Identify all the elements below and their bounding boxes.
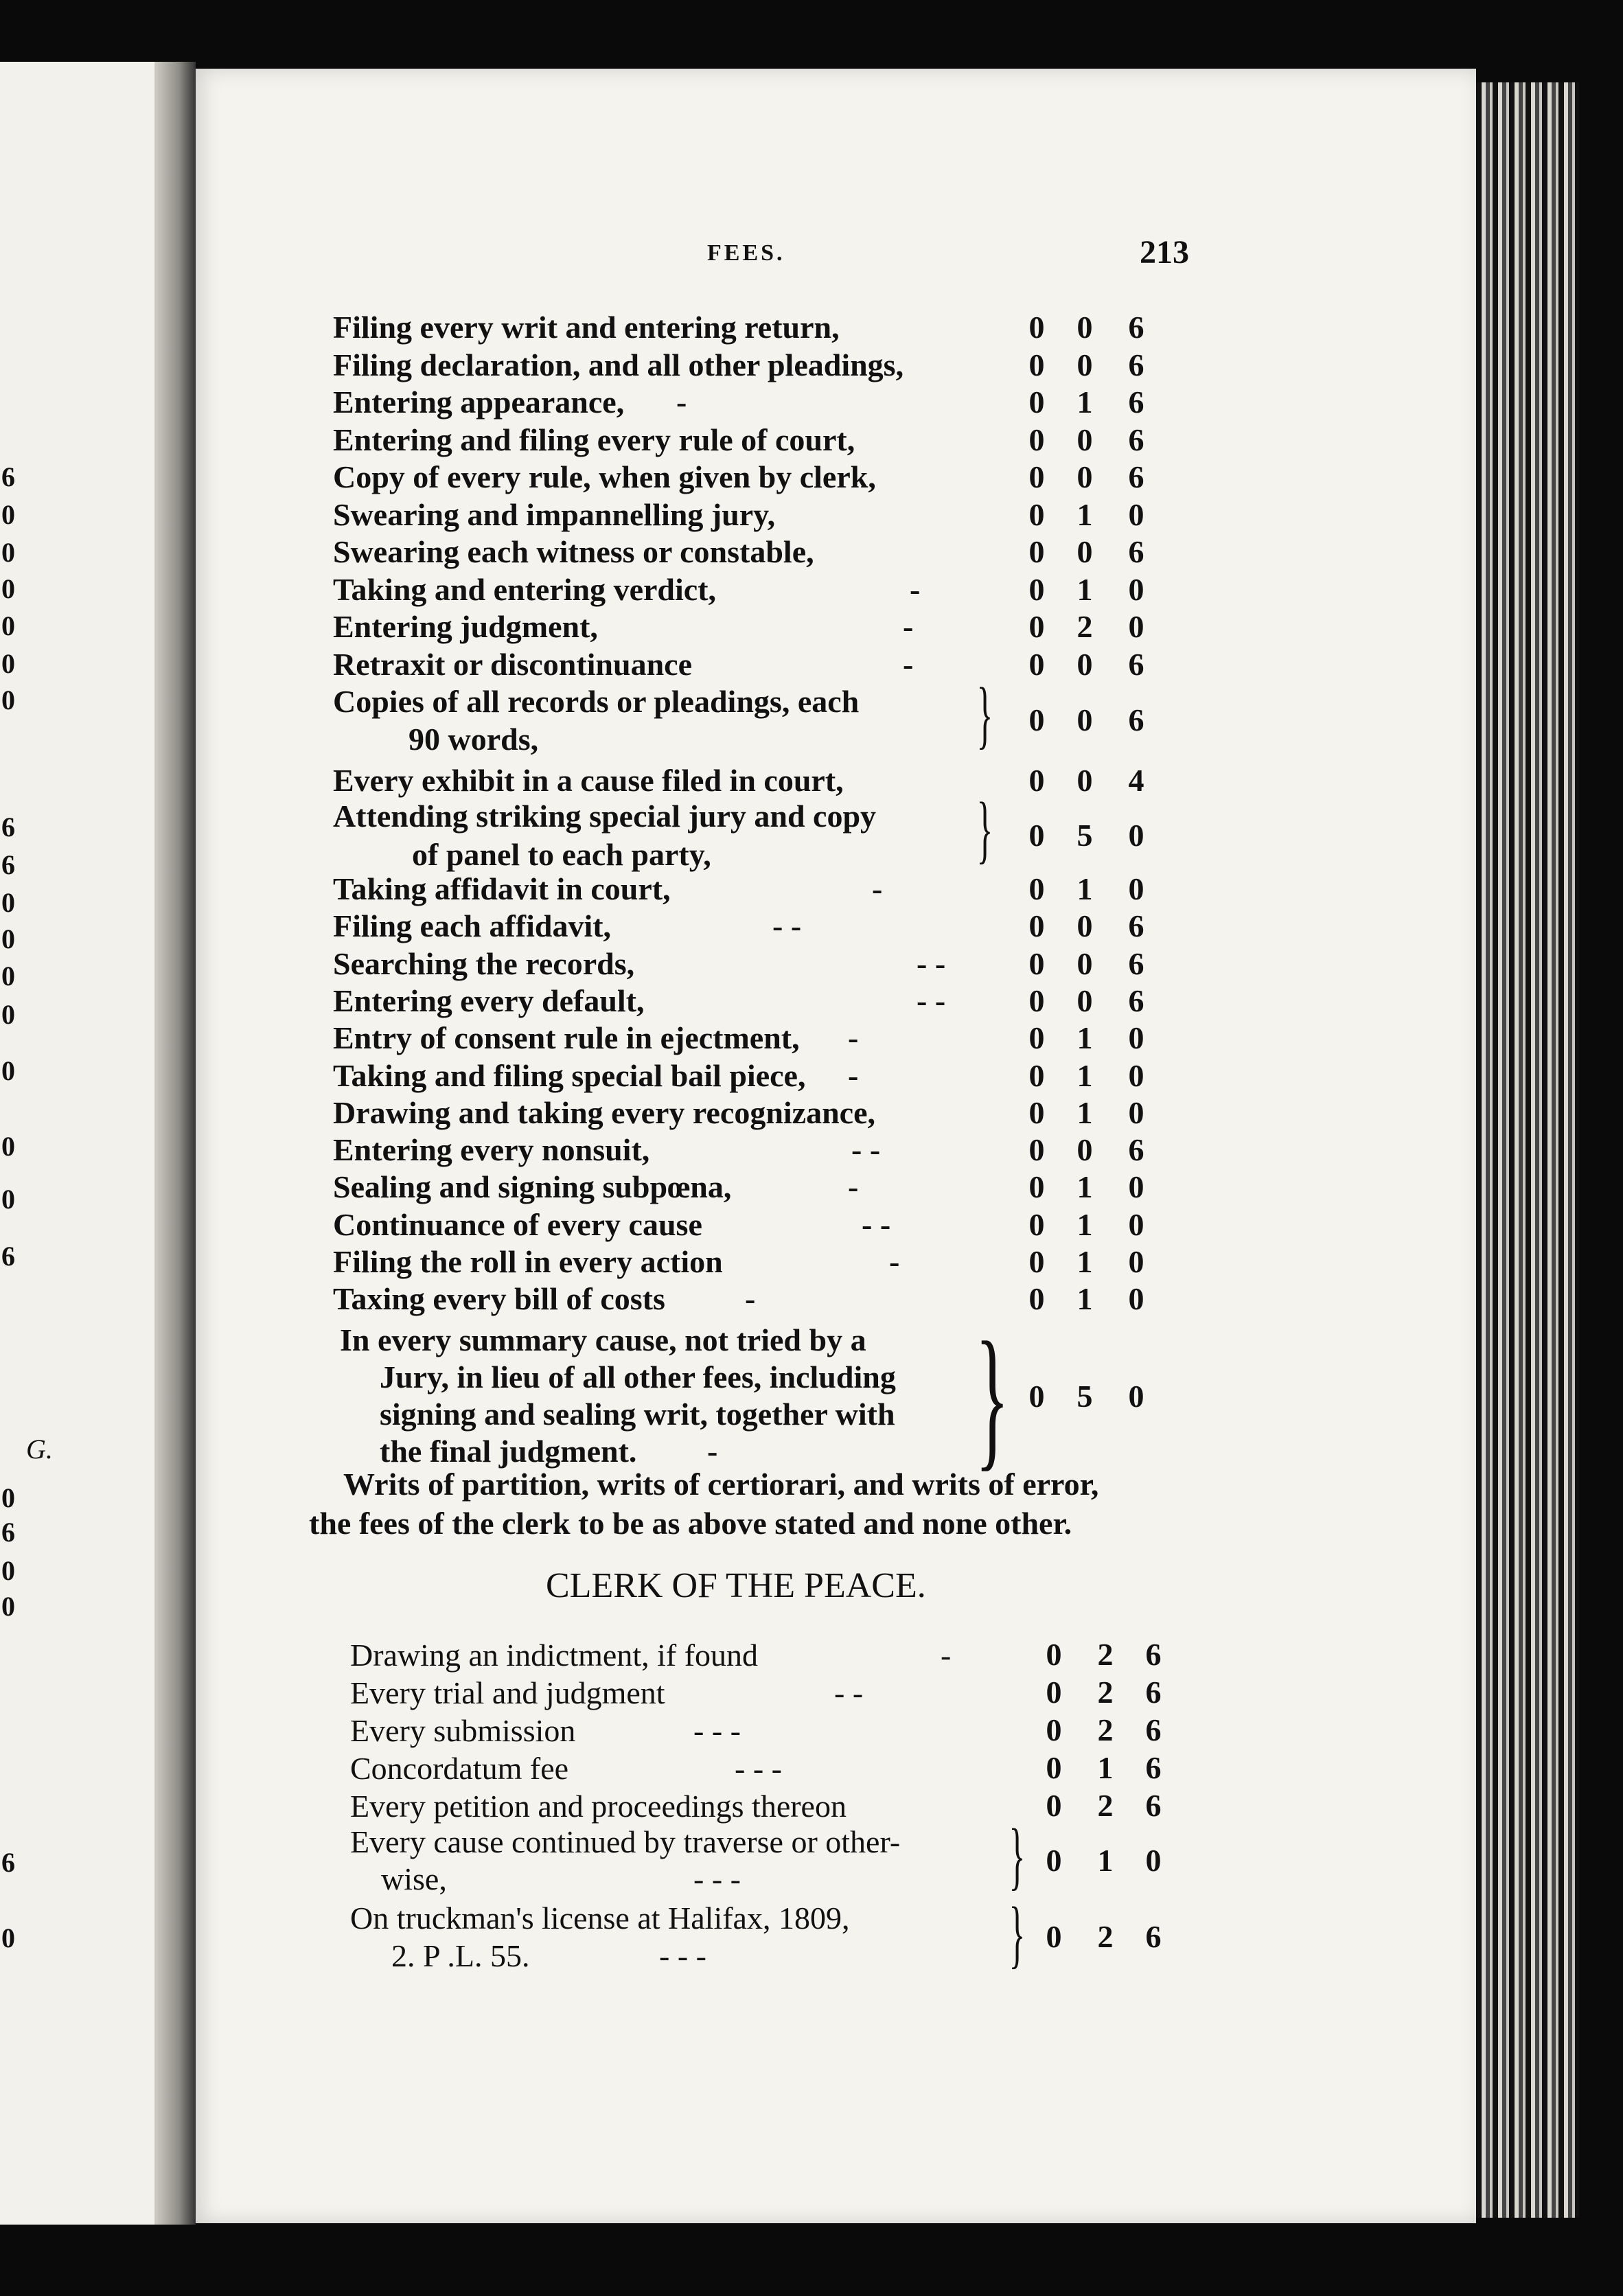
clerk-item-row — [350, 1636, 1215, 1675]
fee-item-shillings: 1 — [1077, 1244, 1093, 1279]
fee-item-pence: 0 — [1128, 1206, 1144, 1242]
fee-item-dash: - - — [862, 1206, 891, 1242]
exhibit-shillings: 0 — [1077, 763, 1093, 798]
fee-item-pence: 0 — [1128, 1244, 1144, 1279]
fee-item-pence: 6 — [1128, 908, 1144, 944]
fee-item-pence: 0 — [1128, 1020, 1144, 1056]
fee-item-shillings: 1 — [1077, 571, 1093, 607]
clerk-item-dash: - - - — [735, 1751, 782, 1786]
fee-item-label: Swearing each witness or constable, — [333, 534, 814, 569]
left-margin-digit: 0 — [1, 1922, 15, 1953]
jury-line-2: of panel to each party, — [412, 837, 711, 872]
summary-line-2: Jury, in lieu of all other fees, including — [380, 1359, 896, 1394]
fee-item-pence: 6 — [1128, 384, 1144, 420]
fee-item-dash: - — [889, 1244, 900, 1279]
left-facing-page — [0, 62, 154, 2225]
copies-line-2: 90 words, — [408, 722, 539, 757]
fee-item-pence: 0 — [1128, 1169, 1144, 1205]
fee-item-label: Entering and filing every rule of court, — [333, 422, 855, 457]
jury-shillings: 5 — [1077, 818, 1093, 853]
fee-item-dash: - — [848, 1020, 859, 1056]
clerk-item-pounds: 0 — [1046, 1712, 1062, 1747]
truckman-line-2: 2. P .L. 55. — [391, 1938, 530, 1973]
fee-item-pence: 0 — [1128, 609, 1144, 644]
left-margin-digit: 0 — [1, 887, 15, 918]
fee-item-pence: 0 — [1128, 1057, 1144, 1093]
left-margin-digit: 6 — [1, 1517, 15, 1548]
fee-item-pounds: 0 — [1028, 1169, 1045, 1205]
fee-item-shillings: 0 — [1077, 459, 1093, 494]
fee-item-shillings: 0 — [1077, 945, 1093, 981]
clerk-item-shillings: 2 — [1097, 1788, 1114, 1823]
fee-item-pounds: 0 — [1028, 422, 1045, 457]
fee-item-dash: - — [848, 1057, 859, 1093]
fee-item-label: Filing declaration, and all other pleadings, — [333, 347, 904, 382]
left-margin-digit: 0 — [1, 610, 15, 641]
fee-item-pounds: 0 — [1028, 459, 1045, 494]
page-edges — [1476, 82, 1579, 2218]
clerk-item-row — [350, 1674, 1215, 1712]
cause-pounds: 0 — [1046, 1843, 1062, 1878]
clerk-item-label: Every petition and proceedings thereon — [350, 1789, 847, 1824]
page-number: 213 — [1140, 234, 1189, 271]
cause-line-2: wise, — [381, 1861, 447, 1896]
left-page-letter: G. — [26, 1434, 53, 1465]
fee-item-pence: 0 — [1128, 1094, 1144, 1130]
fee-item-shillings: 1 — [1077, 496, 1093, 532]
fee-item-pounds: 0 — [1028, 871, 1045, 906]
left-margin-digit: 0 — [1, 1482, 15, 1513]
copies-pence: 6 — [1128, 702, 1144, 737]
fee-item-shillings: 1 — [1077, 1206, 1093, 1242]
clerk-item-dash: - — [941, 1638, 952, 1673]
summary-pence: 0 — [1128, 1379, 1144, 1414]
left-margin-digit: 0 — [1, 1555, 15, 1586]
fee-item-label: Entering judgment, — [333, 609, 598, 644]
fee-item-dash: - — [745, 1281, 756, 1317]
fee-item-shillings: 1 — [1077, 1281, 1093, 1317]
left-margin-digit: 0 — [1, 499, 15, 530]
fee-item-label: Entry of consent rule in ejectment, — [333, 1020, 800, 1056]
clerk-item-shillings: 1 — [1097, 1750, 1114, 1785]
left-margin-digit: 0 — [1, 1055, 15, 1086]
fee-item-label: Retraxit or discontinuance — [333, 646, 693, 682]
left-margin-digit: 6 — [1, 1847, 15, 1878]
fee-item-shillings: 0 — [1077, 534, 1093, 569]
fee-item-pence: 0 — [1128, 871, 1144, 906]
fee-item-pounds: 0 — [1028, 384, 1045, 420]
clerk-item-label: Every submission — [350, 1713, 576, 1748]
copies-shillings: 0 — [1077, 702, 1093, 737]
fee-item-pence: 6 — [1128, 646, 1144, 682]
fee-item-shillings: 1 — [1077, 384, 1093, 420]
left-margin-digit: 0 — [1, 648, 15, 679]
fee-item-pence: 6 — [1128, 945, 1144, 981]
fee-item-pounds: 0 — [1028, 571, 1045, 607]
fee-item-pounds: 0 — [1028, 908, 1045, 944]
fee-item-pence: 6 — [1128, 422, 1144, 457]
fee-item-shillings: 1 — [1077, 1169, 1093, 1205]
fee-item-pounds: 0 — [1028, 646, 1045, 682]
truckman-dash: - - - — [659, 1938, 706, 1973]
brace: } — [975, 1309, 1010, 1484]
clerk-item-row — [350, 1712, 1215, 1750]
fee-item-dash: - — [676, 384, 687, 420]
fee-item-shillings: 1 — [1077, 1020, 1093, 1056]
fee-item-shillings: 0 — [1077, 1132, 1093, 1168]
fee-item-shillings: 2 — [1077, 609, 1093, 644]
clerk-item-shillings: 2 — [1097, 1712, 1114, 1747]
fee-item-pounds: 0 — [1028, 945, 1045, 981]
clerk-item-dash: - - - — [693, 1713, 741, 1748]
left-margin-digit: 6 — [1, 812, 15, 842]
brace: } — [1009, 1892, 1026, 1975]
left-margin-digit: 6 — [1, 849, 15, 880]
fee-item-dash: - — [910, 571, 921, 607]
clerk-item-row — [350, 1787, 1215, 1826]
fee-item-label: Sealing and signing subpœna, — [333, 1169, 732, 1205]
fee-item-pounds: 0 — [1028, 310, 1045, 345]
exhibit-pounds: 0 — [1028, 763, 1045, 798]
truckman-pence: 6 — [1145, 1919, 1162, 1954]
fee-item-pounds: 0 — [1028, 347, 1045, 382]
fee-item-label: Entering appearance, — [333, 384, 625, 420]
fee-item-label: Filing every writ and entering return, — [333, 310, 840, 345]
summary-shillings: 5 — [1077, 1379, 1093, 1414]
clerk-item-pence: 6 — [1145, 1637, 1162, 1672]
fee-item-pounds: 0 — [1028, 534, 1045, 569]
clerk-item-shillings: 2 — [1097, 1675, 1114, 1710]
fee-item-pounds: 0 — [1028, 1244, 1045, 1279]
fee-item-pounds: 0 — [1028, 1057, 1045, 1093]
fee-item-pence: 0 — [1128, 1281, 1144, 1317]
fee-item-shillings: 0 — [1077, 310, 1093, 345]
jury-pence: 0 — [1128, 818, 1144, 853]
fee-item-label: Filing the roll in every action — [333, 1244, 723, 1279]
fee-item-pounds: 0 — [1028, 1281, 1045, 1317]
fee-item-shillings: 0 — [1077, 983, 1093, 1018]
fee-item-dash: - - — [917, 983, 946, 1018]
fee-item-pence: 6 — [1128, 459, 1144, 494]
brace: } — [1009, 1813, 1026, 1897]
fee-item-label: Entering every default, — [333, 983, 645, 1018]
fee-item-label: Taxing every bill of costs — [333, 1281, 665, 1317]
fee-item-label: Swearing and impannelling jury, — [333, 496, 776, 532]
cause-pence: 0 — [1145, 1843, 1162, 1878]
left-margin-digit: 0 — [1, 1131, 15, 1162]
fee-item-dash: - - — [772, 908, 802, 944]
clerk-item-label: Concordatum fee — [350, 1751, 569, 1786]
partition-text-line-1: Writs of partition, writs of certiorari, and writs of error, — [343, 1467, 1099, 1502]
fee-item-pence: 6 — [1128, 310, 1144, 345]
cause-dash: - - - — [693, 1861, 741, 1896]
running-head: FEES. — [707, 240, 785, 266]
fee-item-shillings: 1 — [1077, 871, 1093, 906]
fee-item-shillings: 0 — [1077, 646, 1093, 682]
copies-pounds: 0 — [1028, 702, 1045, 737]
clerk-item-pounds: 0 — [1046, 1750, 1062, 1785]
left-margin-digit: 6 — [1, 1241, 15, 1272]
fee-item-pence: 6 — [1128, 534, 1144, 569]
cause-shillings: 1 — [1097, 1843, 1114, 1878]
fee-item-dash: - — [903, 646, 914, 682]
summary-line-4: the final judgment. — [380, 1434, 637, 1469]
left-margin-digit: 0 — [1, 685, 15, 715]
brace: } — [976, 672, 993, 756]
fee-item-label: Filing each affidavit, — [333, 908, 612, 944]
left-margin-digit: 0 — [1, 923, 15, 954]
fee-item-label: Continuance of every cause — [333, 1206, 702, 1242]
clerk-item-dash: - - — [834, 1675, 864, 1710]
summary-dash: - — [707, 1434, 718, 1469]
fee-item-label: Searching the records, — [333, 945, 635, 981]
fee-item-label: Drawing and taking every recognizance, — [333, 1094, 876, 1130]
fee-item-shillings: 0 — [1077, 908, 1093, 944]
clerk-item-pounds: 0 — [1046, 1675, 1062, 1710]
book-gutter — [154, 62, 196, 2225]
summary-line-3: signing and sealing writ, together with — [380, 1397, 895, 1432]
fee-item-pounds: 0 — [1028, 1206, 1045, 1242]
fee-item-pounds: 0 — [1028, 1132, 1045, 1168]
clerk-of-the-peace-heading: CLERK OF THE PEACE. — [546, 1566, 926, 1605]
truckman-shillings: 2 — [1097, 1919, 1114, 1954]
truckman-line-1: On truckman's license at Halifax, 1809, — [350, 1901, 850, 1936]
jury-line-1: Attending striking special jury and copy — [333, 799, 877, 834]
fee-item-pence: 6 — [1128, 347, 1144, 382]
left-margin-digit: 0 — [1, 573, 15, 604]
fee-item-label: Taking and entering verdict, — [333, 571, 717, 607]
fee-item-pounds: 0 — [1028, 983, 1045, 1018]
clerk-item-pence: 6 — [1145, 1750, 1162, 1785]
fee-item-pence: 0 — [1128, 496, 1144, 532]
fee-item-pence: 6 — [1128, 983, 1144, 1018]
fee-item-dash: - — [903, 609, 914, 644]
fee-item-dash: - — [848, 1169, 859, 1205]
fee-item-dash: - — [872, 871, 883, 906]
partition-text-line-2: the fees of the clerk to be as above stated and none other. — [309, 1506, 1072, 1541]
fee-item-dash: - - — [917, 945, 946, 981]
clerk-item-label: Drawing an indictment, if found — [350, 1638, 759, 1673]
fee-item-shillings: 0 — [1077, 422, 1093, 457]
clerk-item-pence: 6 — [1145, 1712, 1162, 1747]
fee-item-pounds: 0 — [1028, 496, 1045, 532]
brace: } — [976, 787, 993, 871]
copies-line-1: Copies of all records or pleadings, each — [333, 684, 860, 719]
summary-line-1: In every summary cause, not tried by a — [340, 1322, 866, 1357]
clerk-item-shillings: 2 — [1097, 1637, 1114, 1672]
left-margin-digit: 0 — [1, 537, 15, 568]
clerk-item-pounds: 0 — [1046, 1788, 1062, 1823]
left-margin-digit: 0 — [1, 1591, 15, 1622]
fee-item-pounds: 0 — [1028, 609, 1045, 644]
clerk-item-row — [350, 1749, 1215, 1788]
left-margin-digit: 6 — [1, 461, 15, 492]
clerk-item-label: Every trial and judgment — [350, 1675, 665, 1710]
cause-line-1: Every cause continued by traverse or other- — [350, 1824, 901, 1859]
left-margin-digit: 0 — [1, 961, 15, 991]
left-margin-digit: 0 — [1, 999, 15, 1030]
exhibit-pence: 4 — [1128, 763, 1144, 798]
truckman-pounds: 0 — [1046, 1919, 1062, 1954]
clerk-item-pounds: 0 — [1046, 1637, 1062, 1672]
summary-pounds: 0 — [1028, 1379, 1045, 1414]
fee-item-pence: 0 — [1128, 571, 1144, 607]
fee-item-label: Taking and filing special bail piece, — [333, 1057, 806, 1093]
fee-item-dash: - - — [851, 1132, 881, 1168]
fee-item-pounds: 0 — [1028, 1094, 1045, 1130]
clerk-item-pence: 6 — [1145, 1675, 1162, 1710]
fee-item-shillings: 1 — [1077, 1057, 1093, 1093]
fee-item-shillings: 0 — [1077, 347, 1093, 382]
fee-item-shillings: 1 — [1077, 1094, 1093, 1130]
fee-item-label: Copy of every rule, when given by clerk, — [333, 459, 876, 494]
left-margin-digit: 0 — [1, 1184, 15, 1215]
clerk-item-pence: 6 — [1145, 1788, 1162, 1823]
fee-item-label: Taking affidavit in court, — [333, 871, 671, 906]
jury-pounds: 0 — [1028, 818, 1045, 853]
fee-item-pence: 6 — [1128, 1132, 1144, 1168]
fee-item-pounds: 0 — [1028, 1020, 1045, 1056]
exhibit-label: Every exhibit in a cause filed in court, — [333, 763, 844, 798]
fee-item-label: Entering every nonsuit, — [333, 1132, 650, 1168]
